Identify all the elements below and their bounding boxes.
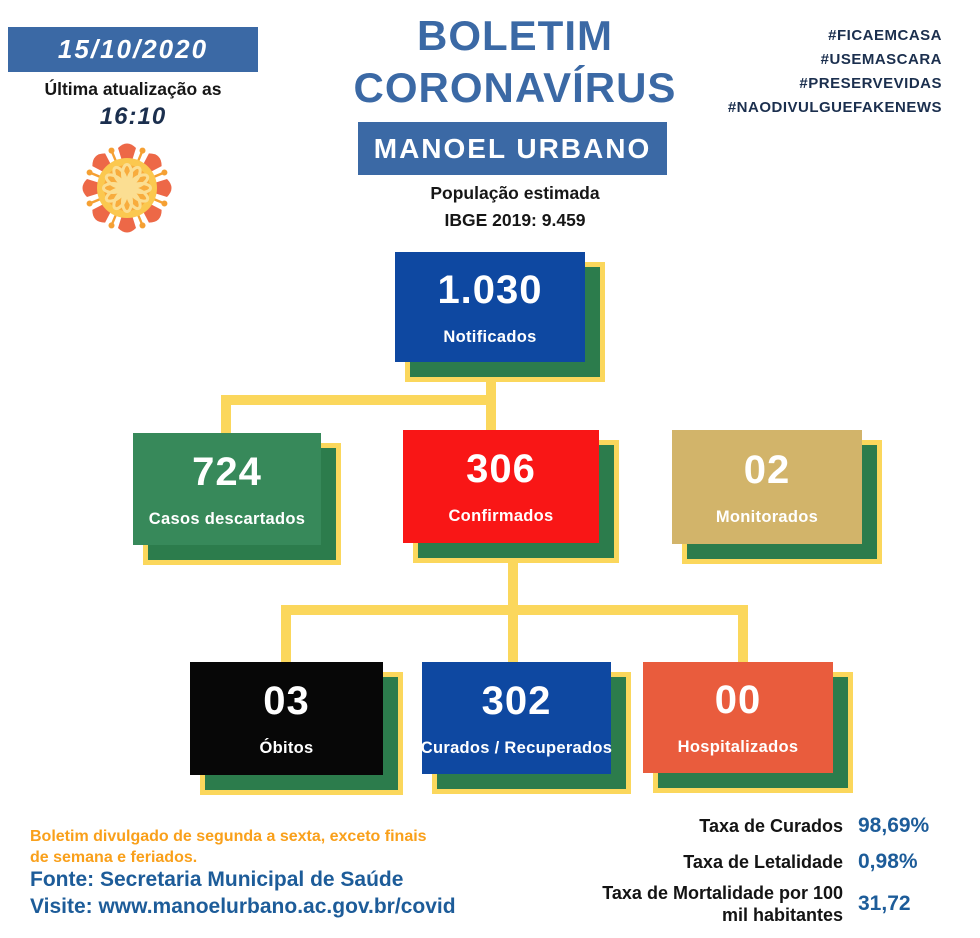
date-banner — [8, 27, 258, 72]
node-face — [422, 662, 611, 774]
obitos-value: 03 — [263, 679, 310, 723]
title-line1: BOLETIM — [417, 12, 613, 59]
node-face — [395, 252, 585, 362]
node-face — [403, 430, 599, 543]
rate-row-curados — [598, 810, 938, 841]
municipality-name: MANOEL URBANO — [373, 132, 652, 164]
rate-label: Taxa de Curados — [699, 815, 843, 836]
node-obitos — [190, 662, 383, 775]
population-estimate — [365, 180, 665, 234]
curados-label: Curados / Recuperados — [420, 738, 613, 757]
connector-row1-horizontal — [221, 395, 496, 405]
hashtag: #PRESERVEVIDAS — [799, 75, 942, 92]
hashtag: #NAODIVULGUEFAKENEWS — [727, 99, 942, 116]
rate-value: 98,69% — [858, 813, 930, 837]
curados-value: 302 — [481, 678, 552, 723]
monitorados-label: Monitorados — [715, 507, 819, 526]
source-text: Fonte: Secretaria Municipal de Saúde — [30, 868, 404, 891]
rate-value: 0,98% — [858, 849, 918, 873]
confirmados-label: Confirmados — [448, 507, 554, 525]
title-line2: CORONAVÍRUS — [353, 64, 677, 111]
website-text: Visite: www.manoelurbano.ac.gov.br/covid — [30, 895, 456, 918]
confirmados-value: 306 — [466, 447, 536, 491]
rates-panel — [598, 810, 938, 931]
population-line1: População estimada — [430, 183, 600, 203]
hashtag: #FICAEMCASA — [828, 27, 942, 44]
connector-to-descartados — [221, 395, 231, 437]
node-curados-recuperados — [422, 662, 611, 774]
population-line2: IBGE 2019: 9.459 — [444, 210, 586, 230]
node-face — [190, 662, 383, 775]
schedule-note — [30, 826, 450, 868]
node-notificados — [395, 252, 585, 362]
last-update-label: Última atualização as — [44, 79, 222, 99]
node-casos-descartados — [133, 433, 321, 545]
node-face — [672, 430, 862, 544]
rate-label: Taxa de Mortalidade por 100 mil habitantes — [602, 883, 843, 925]
node-confirmados — [403, 430, 599, 543]
connector-to-obitos — [281, 605, 291, 666]
date-text: 15/10/2020 — [57, 34, 209, 64]
node-face — [133, 433, 321, 545]
node-monitorados — [672, 430, 862, 544]
rate-row-letalidade — [598, 846, 938, 877]
municipality-banner — [358, 122, 667, 175]
rate-label: Taxa de Letalidade — [683, 851, 843, 872]
schedule-note-line1: Boletim divulgado de segunda a sexta, exceto finais — [30, 828, 427, 845]
monitorados-value: 02 — [743, 447, 791, 492]
hashtag-list — [728, 24, 942, 120]
connector-to-hospitalizados — [738, 605, 748, 666]
coronavirus-icon — [75, 136, 179, 240]
obitos-label: Óbitos — [259, 739, 314, 757]
node-face — [643, 662, 833, 773]
hospitalizados-value: 00 — [714, 678, 762, 722]
descartados-value: 724 — [192, 449, 262, 494]
page-title — [320, 10, 710, 114]
notificados-value: 1.030 — [437, 267, 543, 312]
descartados-label: Casos descartados — [148, 509, 306, 528]
rate-value: 31,72 — [858, 892, 911, 915]
hospitalizados-label: Hospitalizados — [677, 738, 799, 756]
last-update-time: 16:10 — [99, 103, 167, 130]
connector-to-curados — [508, 605, 518, 666]
node-hospitalizados — [643, 662, 833, 773]
schedule-note-line2: de semana e feriados. — [30, 849, 198, 866]
rate-row-mortalidade — [598, 882, 938, 926]
notificados-label: Notificados — [443, 327, 537, 346]
hashtag: #USEMASCARA — [820, 51, 942, 68]
